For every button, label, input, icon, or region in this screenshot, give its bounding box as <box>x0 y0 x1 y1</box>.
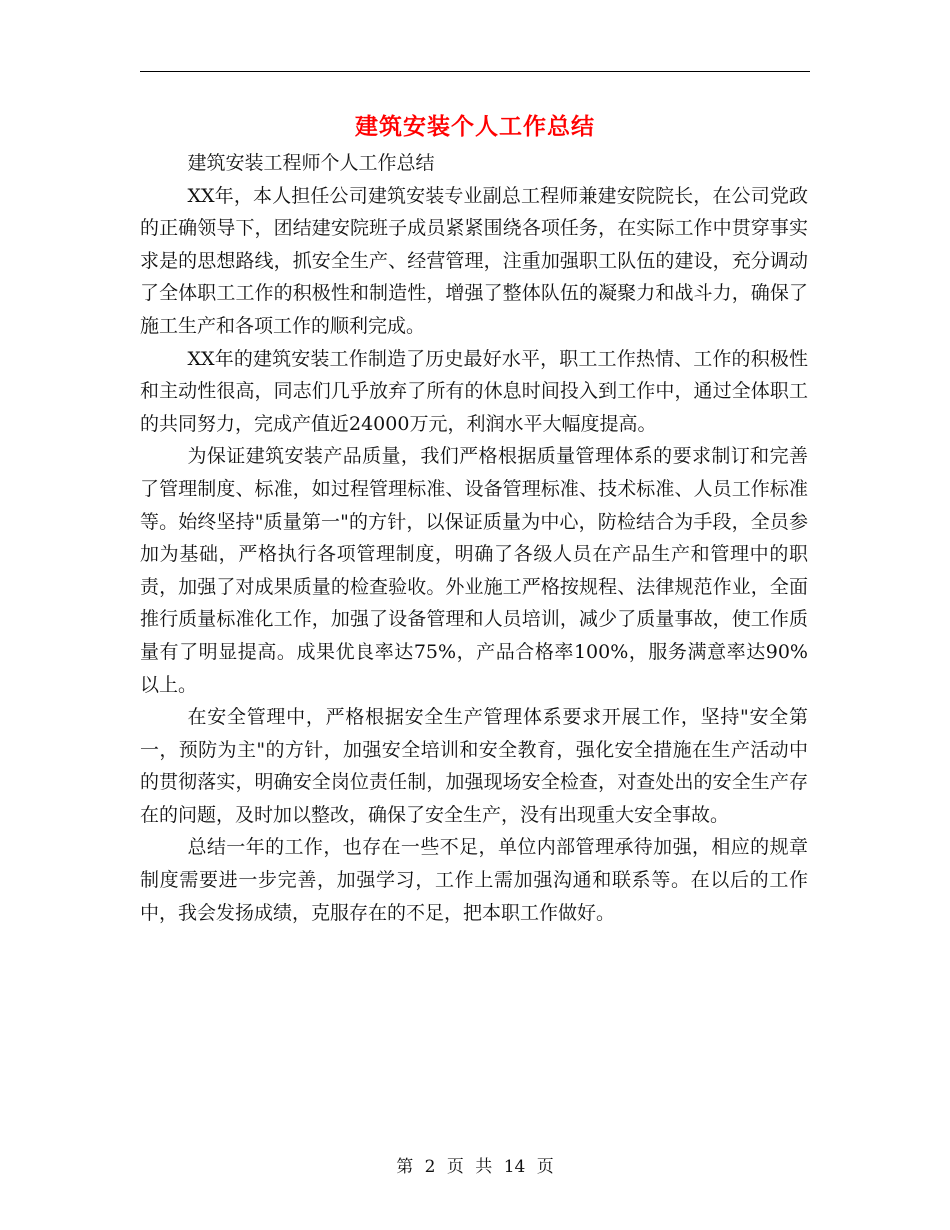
body-paragraph: XX年的建筑安装工作制造了历史最好水平，职工工作热情、工作的积极性和主动性很高，同志们几乎放弃了所有的休息时间投入到工作中，通过全体职工的共同努力，完成产值近24000万元，利润水平大幅度提高。 <box>140 347 808 435</box>
document-title: 建筑安装个人工作总结 <box>355 113 595 140</box>
page-number-footer: 第 2 页 共 14 页 <box>396 1157 554 1177</box>
document-body <box>140 147 808 929</box>
body-subtitle: 建筑安装工程师个人工作总结 <box>187 152 435 174</box>
body-paragraph: 总结一年的工作，也存在一些不足，单位内部管理承待加强，相应的规章制度需要进一步完善，加强学习，工作上需加强沟通和联系等。在以后的工作中，我会发扬成绩，克服存在的不足，把本职工作做好。 <box>140 836 808 924</box>
body-paragraph: 在安全管理中，严格根据安全生产管理体系要求开展工作，坚持"安全第一，预防为主"的方针，加强安全培训和安全教育，强化安全措施在生产活动中的贯彻落实，明确安全岗位责任制，加强现场安全检查，对查处出的安全生产存在的问题，及时加以整改，确保了安全生产，没有出现重大安全事故。 <box>140 706 808 826</box>
body-paragraph: XX年，本人担任公司建筑安装专业副总工程师兼建安院院长，在公司党政的正确领导下，团结建安院班子成员紧紧围绕各项任务，在实际工作中贯穿事实求是的思想路线，抓安全生产、经营管理，注重加强职工队伍的建设，充分调动了全体职工工作的积极性和制造性，增强了整体队伍的凝聚力和战斗力，确保了施工生产和各项工作的顺利完成。 <box>140 184 808 337</box>
body-paragraph: 为保证建筑安装产品质量，我们严格根据质量管理体系的要求制订和完善了管理制度、标准，如过程管理标准、设备管理标准、技术标准、人员工作标准等。始终坚持"质量第一"的方针，以保证质量为中心，防检结合为手段，全员参加为基础，严格执行各项管理制度，明确了各级人员在产品生产和管理中的职责，加强了对成果质量的检查验收。外业施工严格按规程、法律规范作业，全面推行质量标准化工作，加强了设备管理和人员培训，减少了质量事故，使工作质量有了明显提高。成果优良率达75%，产品合格率100%，服务满意率达90%以上。 <box>140 445 808 696</box>
header-rule <box>140 71 810 72</box>
